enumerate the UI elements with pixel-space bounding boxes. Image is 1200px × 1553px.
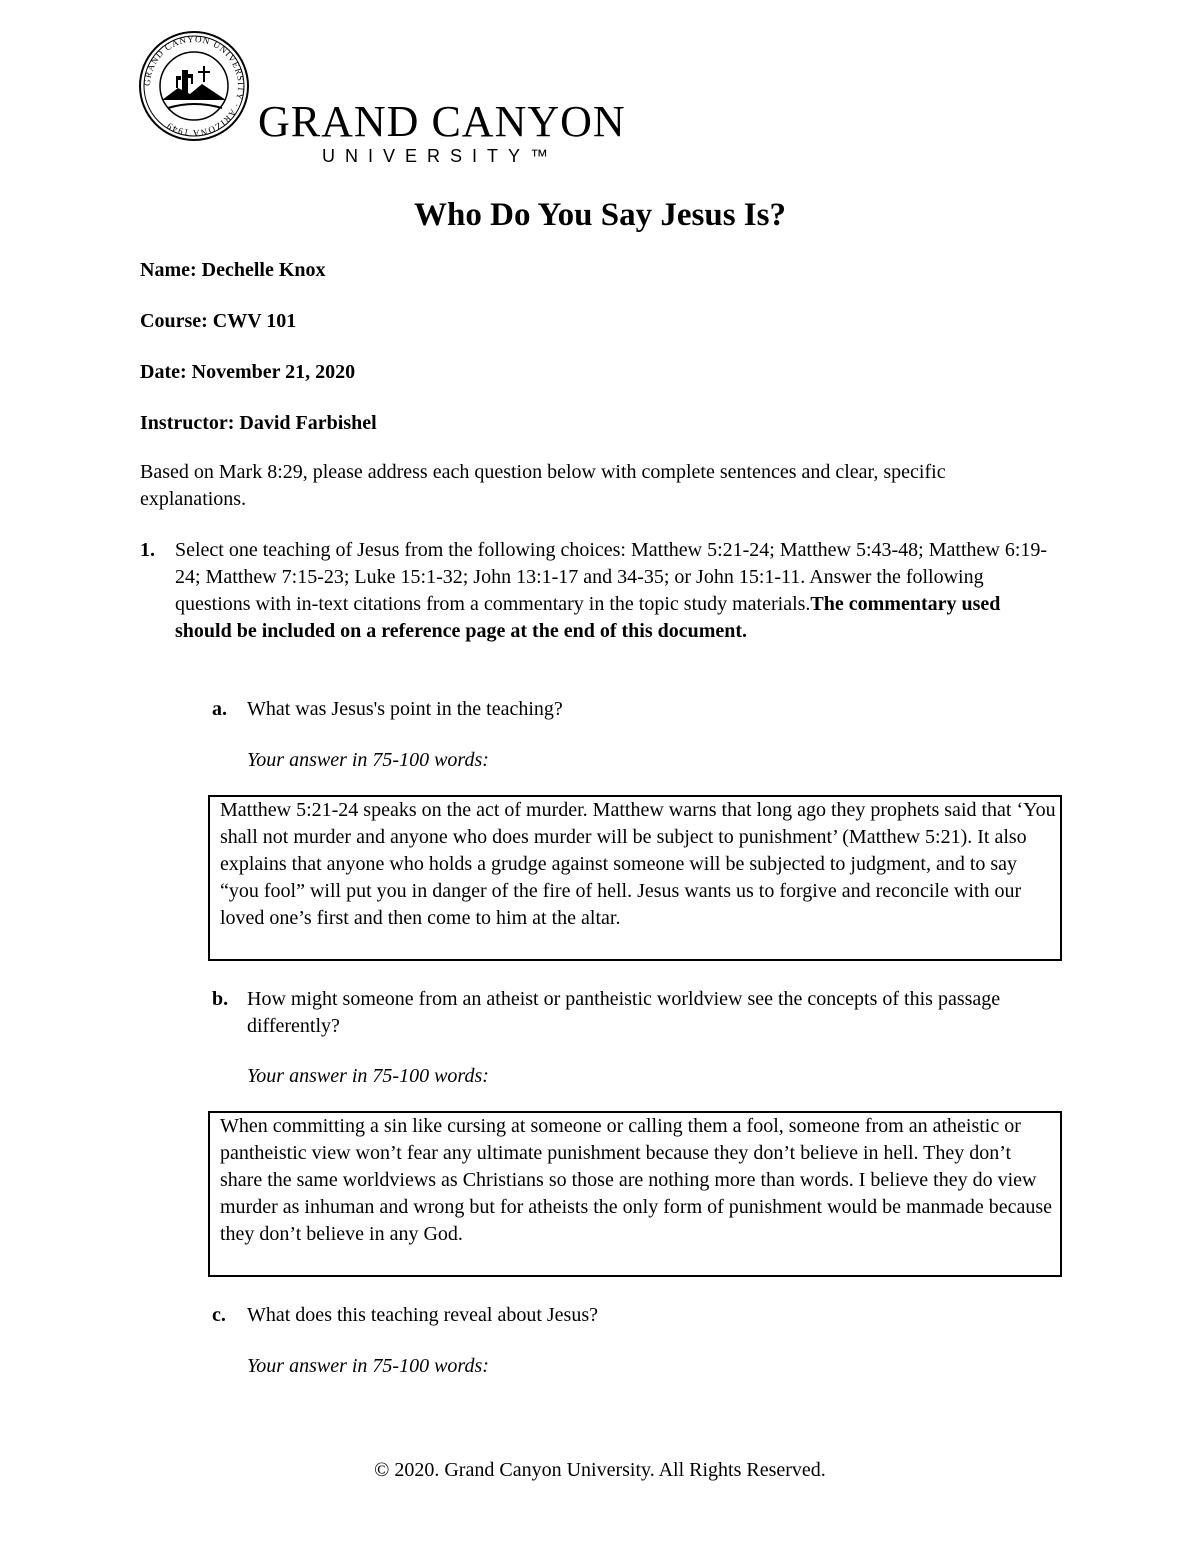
submission-date: Date: November 21, 2020 (140, 361, 356, 383)
subquestion-a-prompt: Your answer in 75-100 words: (247, 749, 489, 771)
subquestion-c-letter: c. (212, 1304, 226, 1326)
page-title: Who Do You Say Jesus Is? (414, 197, 786, 233)
copyright-footer: © 2020. Grand Canyon University. All Rights Reserved. (374, 1459, 826, 1481)
question-number: 1. (140, 539, 155, 561)
course-name: Course: CWV 101 (140, 310, 297, 332)
instructor-name: Instructor: David Farbishel (140, 412, 377, 434)
university-seal-icon (138, 30, 250, 142)
question-emphasis: The commentary used should be included on a reference page at the end of this document. (175, 593, 1001, 642)
seal-text: GRAND CANYON UNIVERSITY · ARIZONA 1949 (141, 33, 247, 139)
instructions-paragraph: Based on Mark 8:29, please address each question below with complete sentences and clear, specific explanations. (140, 461, 946, 510)
subquestion-c-prompt: Your answer in 75-100 words: (247, 1355, 489, 1377)
subquestion-b-text: How might someone from an atheist or pantheistic worldview see the concepts of this passage differently? (247, 988, 1001, 1037)
answer-box-a[interactable]: Matthew 5:21-24 speaks on the act of murder. Matthew warns that long ago they prophets said that ‘You shall not murder and anyone who does murder will be subject to punishment’ (Matthew 5:21). It also explains that anyone who holds a grudge against someone will be subjected to judgment, and to say “you fool” will put you in danger of the fire of hell. Jesus wants us to forgive and reconcile with our loved one’s first and then come to him at the altar. (208, 795, 1062, 961)
student-name: Name: Dechelle Knox (140, 259, 326, 281)
university-logo (138, 30, 626, 166)
subquestion-a-letter: a. (212, 698, 227, 720)
subquestion-b-prompt: Your answer in 75-100 words: (247, 1065, 489, 1087)
subquestion-c-text: What does this teaching reveal about Jesus? (247, 1304, 598, 1326)
brand-subtitle: UNIVERSITY™ (322, 146, 559, 166)
subquestion-b-letter: b. (212, 988, 229, 1010)
question-text (175, 537, 1055, 645)
question-body: Select one teaching of Jesus from the following choices: Matthew 5:21-24; Matthew 5:43-48; Matthew 6:19-24; Matthew 7:15-23; Luke 15:1-32; John 13:1-17 and 34-35; or John 15:1-11. Answer the following questions with in-text citations from a commentary in the topic study materials. (175, 539, 1048, 615)
answer-box-b[interactable]: When committing a sin like cursing at someone or calling them a fool, someone from an atheistic or pantheistic view won’t fear any ultimate punishment because they don’t believe in hell. They don’t share the same worldviews as Christians so those are nothing more than words. I believe they do view murder as inhuman and wrong but for atheists the only form of punishment would be manmade because they don’t believe in any God. (208, 1111, 1062, 1277)
brand-name: GRAND CANYON (258, 97, 626, 146)
subquestion-a-text: What was Jesus's point in the teaching? (247, 698, 563, 720)
